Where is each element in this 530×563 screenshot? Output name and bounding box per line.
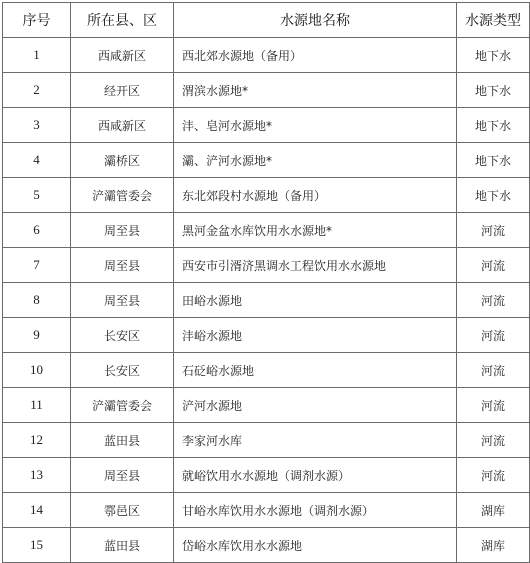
- table-row: [3, 178, 530, 213]
- row-number: 9: [3, 318, 71, 353]
- row-source-type: 河流: [457, 423, 530, 458]
- row-source-name: 田峪水源地: [174, 283, 457, 318]
- row-number: 15: [3, 528, 71, 563]
- row-source-name: 甘峪水库饮用水水源地（调剂水源）: [174, 493, 457, 528]
- row-district: 蓝田县: [71, 528, 174, 563]
- row-district: 西咸新区: [71, 108, 174, 143]
- row-district: 鄠邑区: [71, 493, 174, 528]
- row-source-type: 湖库: [457, 528, 530, 563]
- table-body: [3, 38, 530, 563]
- row-source-name: 石砭峪水源地: [174, 353, 457, 388]
- table-row: [3, 388, 530, 423]
- row-district: 西咸新区: [71, 38, 174, 73]
- water-source-table: [2, 2, 530, 563]
- row-number: 13: [3, 458, 71, 493]
- row-source-type: 地下水: [457, 143, 530, 178]
- table-row: [3, 458, 530, 493]
- row-district: 周至县: [71, 213, 174, 248]
- row-source-name: 就峪饮用水水源地（调剂水源）: [174, 458, 457, 493]
- row-source-type: 地下水: [457, 108, 530, 143]
- row-source-name: 李家河水库: [174, 423, 457, 458]
- row-district: 周至县: [71, 248, 174, 283]
- row-source-name: 渭滨水源地*: [174, 73, 457, 108]
- row-number: 7: [3, 248, 71, 283]
- row-district: 经开区: [71, 73, 174, 108]
- table-row: [3, 73, 530, 108]
- row-district: 蓝田县: [71, 423, 174, 458]
- row-source-type: 地下水: [457, 38, 530, 73]
- row-number: 5: [3, 178, 71, 213]
- row-number: 3: [3, 108, 71, 143]
- table-row: [3, 423, 530, 458]
- table-row: [3, 248, 530, 283]
- row-district: 周至县: [71, 458, 174, 493]
- row-source-type: 地下水: [457, 73, 530, 108]
- row-source-name: 岱峪水库饮用水水源地: [174, 528, 457, 563]
- row-number: 10: [3, 353, 71, 388]
- row-source-type: 地下水: [457, 178, 530, 213]
- table-row: [3, 143, 530, 178]
- row-number: 4: [3, 143, 71, 178]
- row-source-name: 西北郊水源地（备用）: [174, 38, 457, 73]
- row-source-name: 沣、皂河水源地*: [174, 108, 457, 143]
- row-source-type: 河流: [457, 248, 530, 283]
- row-district: 灞桥区: [71, 143, 174, 178]
- table-row: [3, 213, 530, 248]
- row-source-type: 河流: [457, 318, 530, 353]
- table-row: [3, 283, 530, 318]
- table-row: [3, 318, 530, 353]
- row-source-name: 沣峪水源地: [174, 318, 457, 353]
- row-number: 1: [3, 38, 71, 73]
- header-type: 水源类型: [457, 3, 530, 38]
- row-source-name: 浐河水源地: [174, 388, 457, 423]
- table-row: [3, 528, 530, 563]
- row-source-type: 河流: [457, 283, 530, 318]
- row-district: 长安区: [71, 318, 174, 353]
- row-source-type: 河流: [457, 353, 530, 388]
- table-header-row: [3, 3, 530, 38]
- row-number: 2: [3, 73, 71, 108]
- row-source-name: 黑河金盆水库饮用水水源地*: [174, 213, 457, 248]
- row-source-type: 河流: [457, 388, 530, 423]
- row-district: 浐灞管委会: [71, 178, 174, 213]
- row-district: 浐灞管委会: [71, 388, 174, 423]
- row-district: 周至县: [71, 283, 174, 318]
- row-number: 12: [3, 423, 71, 458]
- row-source-type: 河流: [457, 213, 530, 248]
- row-source-type: 河流: [457, 458, 530, 493]
- table-row: [3, 108, 530, 143]
- row-district: 长安区: [71, 353, 174, 388]
- header-district: 所在县、区: [71, 3, 174, 38]
- header-no: 序号: [3, 3, 71, 38]
- header-name: 水源地名称: [174, 3, 457, 38]
- row-number: 6: [3, 213, 71, 248]
- row-number: 8: [3, 283, 71, 318]
- row-source-name: 灞、浐河水源地*: [174, 143, 457, 178]
- row-source-name: 西安市引湑济黑调水工程饮用水水源地: [174, 248, 457, 283]
- row-number: 11: [3, 388, 71, 423]
- row-source-type: 湖库: [457, 493, 530, 528]
- table-row: [3, 353, 530, 388]
- row-source-name: 东北郊段村水源地（备用）: [174, 178, 457, 213]
- row-number: 14: [3, 493, 71, 528]
- table-row: [3, 493, 530, 528]
- table-row: [3, 38, 530, 73]
